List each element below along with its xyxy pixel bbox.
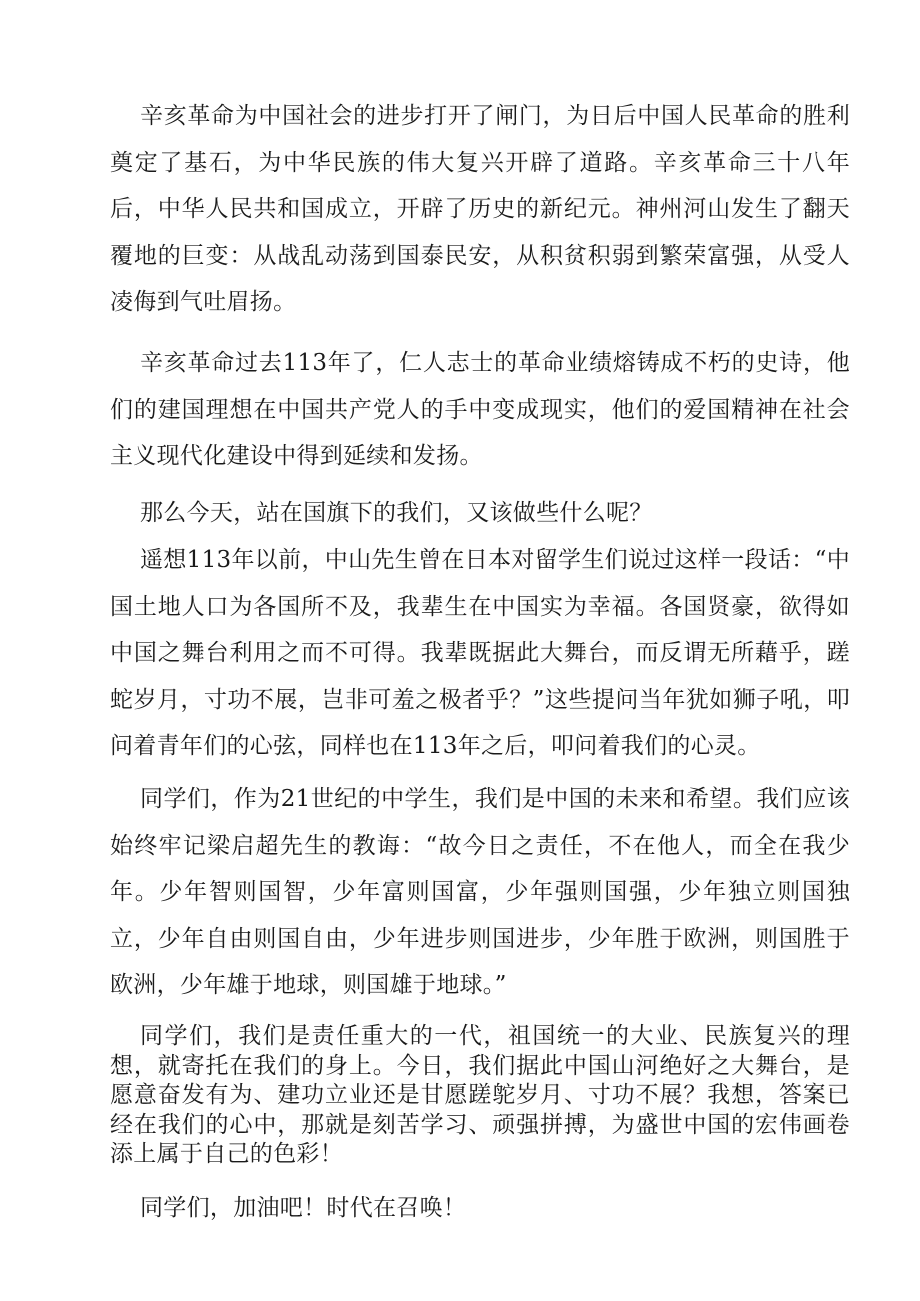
paragraph-7: 同学们，加油吧！时代在召唤！: [140, 1195, 467, 1221]
paragraph-3: 那么今天，站在国旗下的我们，又该做些什么呢？: [140, 500, 653, 526]
paragraph-5: 同学们，作为21世纪的中学生，我们是中国的未来和希望。我们应该始终牢记梁启超先生的教诲：“故今日之责任，不在他人，而全在我少年。少年智则国智，少年富则国富，少年强则国强，少年独立则国独立，少年自由则国自由，少年进步则国进步，少年胜于欧洲，则国胜于欧洲，少年雄于地球，则国雄于地球。”: [110, 786, 850, 998]
paragraph-1: 辛亥革命为中国社会的进步打开了闸门，为日后中国人民革命的胜利奠定了基石，为中华民族的伟大复兴开辟了道路。辛亥革命三十八年后，中华人民共和国成立，开辟了历史的新纪元。神州河山发生了翻天覆地的巨变：从战乱动荡到国泰民安，从积贫积弱到繁荣富强，从受人凌侮到气吐眉扬。: [110, 103, 850, 315]
paragraph-2: 辛亥革命过去113年了，仁人志士的革命业绩熔铸成不朽的史诗，他们的建国理想在中国共产党人的手中变成现实，他们的爱国精神在社会主义现代化建设中得到延续和发扬。: [110, 350, 850, 469]
paragraph-6: 同学们，我们是责任重大的一代，祖国统一的大业、民族复兴的理想，就寄托在我们的身上。今日，我们据此中国山河绝好之大舞台，是愿意奋发有为、建功立业还是甘愿蹉鸵岁月、寸功不展？我想，答案已经在我们的心中，那就是刻苦学习、顽强拼搏，为盛世中国的宏伟画卷添上属于自己的色彩！: [110, 1023, 850, 1167]
paragraph-4: 遥想113年以前，中山先生曾在日本对留学生们说过这样一段话：“中国土地人口为各国所不及，我辈生在中国实为幸福。各国贤豪，欲得如中国之舞台利用之而不可得。我辈既据此大舞台，而反谓无所藉乎，蹉蛇岁月，寸功不展，岂非可羞之极者乎？”这些提问当年犹如狮子吼，叩问着青年们的心弦，同样也在113年之后，叩问着我们的心灵。: [110, 547, 850, 759]
